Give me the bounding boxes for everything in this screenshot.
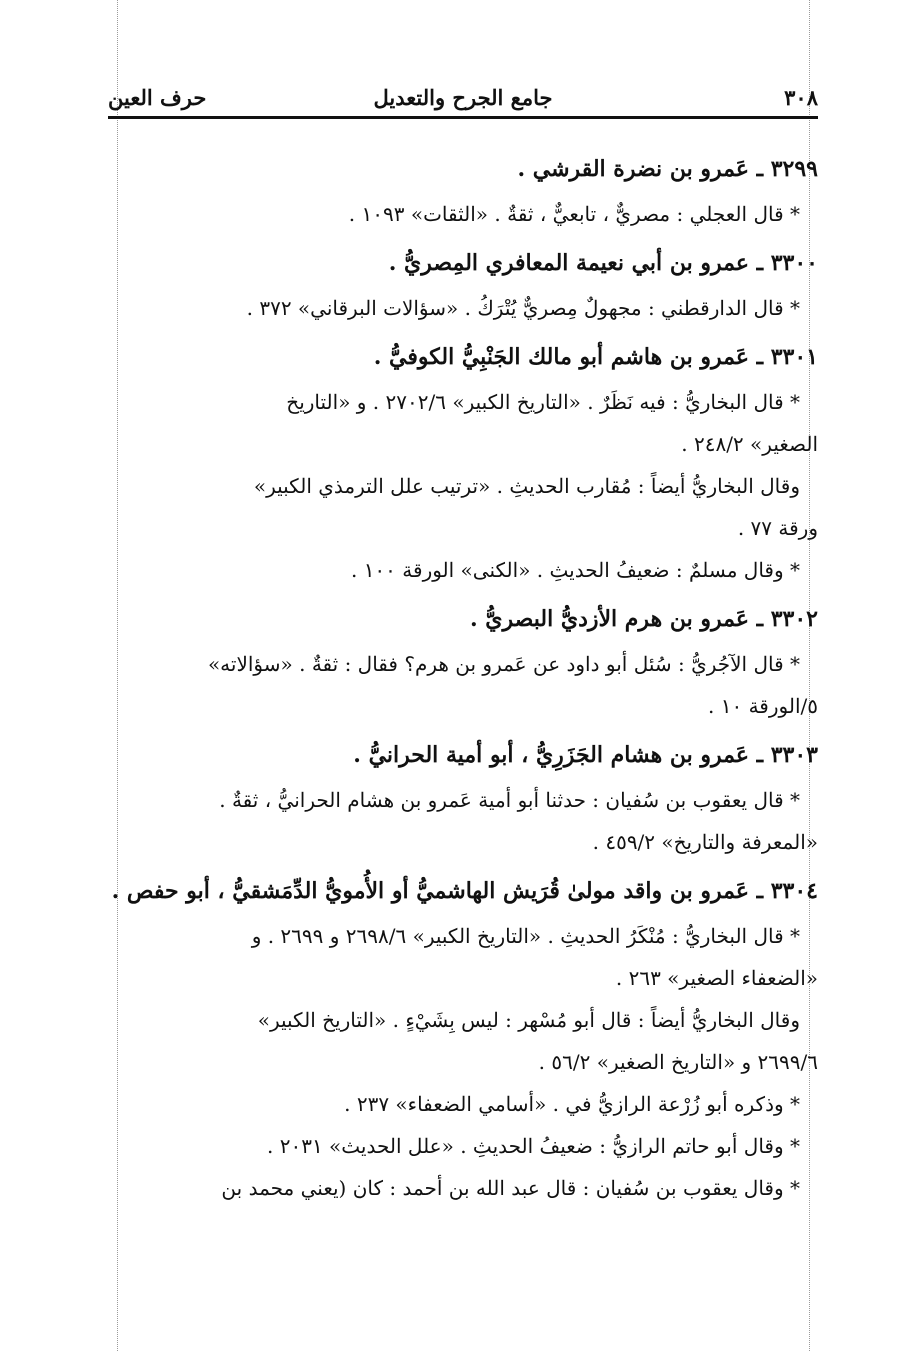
entry-line: * قال البخاريُّ : مُنْكَرُ الحديثِ . «التاريخ الكبير» ٢٦٩٨/٦ و ٢٦٩٩ . و — [251, 924, 800, 948]
entry-3302 — [108, 595, 818, 727]
entry-line: * قال العجلي : مصريٌّ ، تابعيٌّ ، ثقةٌ . «الثقات» ١٠٩٣ . — [348, 202, 800, 226]
entry-line: الصغير» ٢٤٨/٢ . — [681, 432, 818, 456]
entries-list — [108, 145, 818, 1209]
entry-line: وقال البخاريُّ أيضاً : قال أبو مُسْهر : ليس بِشَيْءٍ . «التاريخ الكبير» — [257, 1008, 800, 1032]
entry-3300 — [108, 239, 818, 329]
entry-line: * قال الآجُريُّ : سُئل أبو داود عن عَمرو بن هرم؟ فقال : ثقةٌ . «سؤالاته» — [207, 652, 800, 676]
entry-line: * وقال يعقوب بن سُفيان : قال عبد الله بن أحمد : كان (يعني محمد بن — [221, 1176, 800, 1200]
entry-line: * قال يعقوب بن سُفيان : حدثنا أبو أمية عَمرو بن هشام الحرانيُّ ، ثقةٌ . — [219, 788, 800, 812]
entry-line: * وقال مسلمٌ : ضعيفُ الحديثِ . «الكنى» الورقة ١٠٠ . — [350, 558, 800, 582]
entry-heading: ٣٣٠١ ـ عَمرو بن هاشم أبو مالك الجَنْبِيُّ الكوفيُّ . — [373, 344, 818, 370]
book-title: جامع الجرح والتعديل — [373, 85, 553, 110]
entry-line: * وذكره أبو زُرْعة الرازيُّ في . «أسامي الضعفاء» ٢٣٧ . — [344, 1092, 800, 1116]
chapter-title: حرف العين — [108, 85, 207, 110]
entry-3299 — [108, 145, 818, 235]
entry-3301 — [108, 333, 818, 591]
entry-line: ٥/الورقة ١٠ . — [708, 694, 818, 718]
entry-line: وقال البخاريُّ أيضاً : مُقارب الحديثِ . «ترتيب علل الترمذي الكبير» — [253, 474, 800, 498]
entry-heading: ٣٢٩٩ ـ عَمرو بن نضرة القرشي . — [517, 156, 818, 182]
entry-line: * قال البخاريُّ : فيه نَظَرٌ . «التاريخ الكبير» ٢٧٠٢/٦ . و «التاريخ — [286, 390, 800, 414]
entry-line: * قال الدارقطني : مجهولٌ مِصريٌّ يُتْرَكُ . «سؤالات البرقاني» ٣٧٢ . — [246, 296, 800, 320]
document-page — [108, 72, 818, 1213]
running-header — [108, 72, 818, 119]
entry-line: ٢٦٩٩/٦ و «التاريخ الصغير» ٥٦/٢ . — [538, 1050, 818, 1074]
page-number: ٣٠٨ — [784, 85, 818, 110]
entry-heading: ٣٣٠٢ ـ عَمرو بن هرم الأزديُّ البصريُّ . — [469, 606, 818, 632]
entry-line: «المعرفة والتاريخ» ٤٥٩/٢ . — [592, 830, 818, 854]
entry-line: * وقال أبو حاتم الرازيُّ : ضعيفُ الحديثِ . «علل الحديث» ٢٠٣١ . — [267, 1134, 800, 1158]
entry-heading: ٣٣٠٠ ـ عمرو بن أبي نعيمة المعافري المِصريُّ . — [388, 250, 818, 276]
entry-heading: ٣٣٠٤ ـ عَمرو بن واقد مولىٰ قُرَيش الهاشميُّ أو الأُمويُّ الدِّمَشقيُّ ، أبو حفص . — [111, 878, 818, 904]
entry-heading: ٣٣٠٣ ـ عَمرو بن هشام الجَزَرِيُّ ، أبو أمية الحرانيُّ . — [353, 742, 818, 768]
entry-line: ورقة ٧٧ . — [737, 516, 818, 540]
entry-3304 — [108, 867, 818, 1209]
entry-3303 — [108, 731, 818, 863]
entry-line: «الضعفاء الصغير» ٢٦٣ . — [615, 966, 818, 990]
